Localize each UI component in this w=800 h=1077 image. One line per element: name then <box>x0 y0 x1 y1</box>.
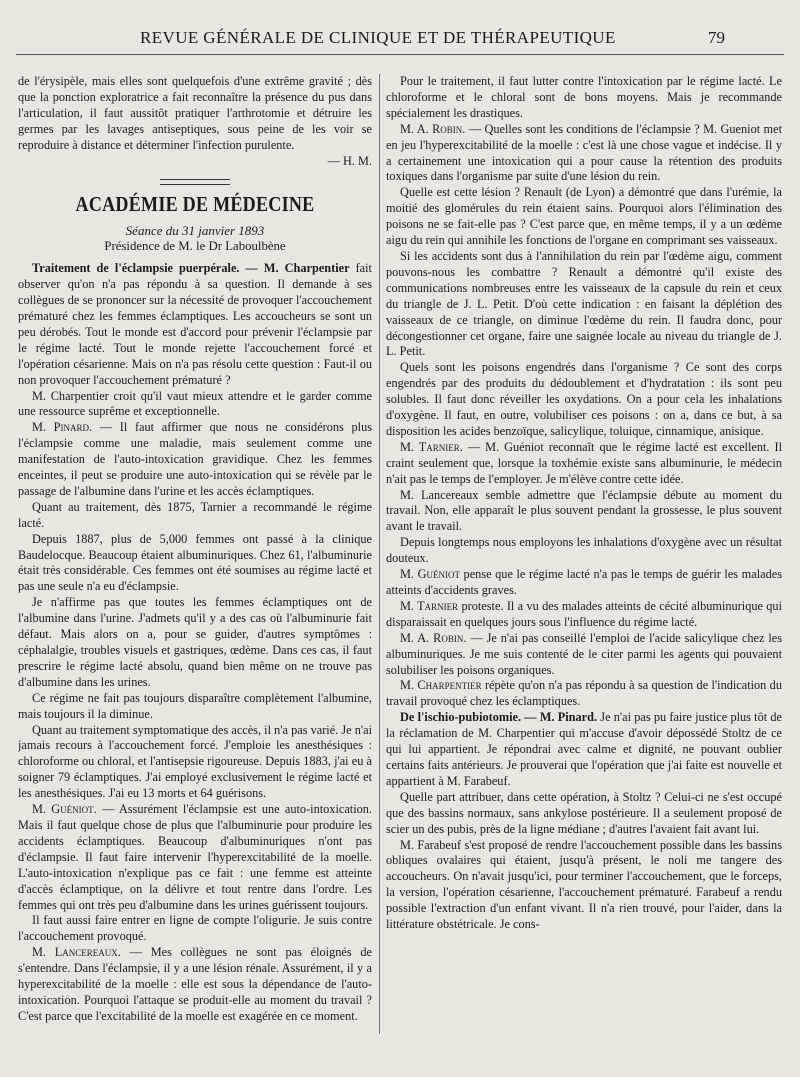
paragraph <box>386 122 782 186</box>
paragraph <box>386 535 782 567</box>
paragraph-text: Quelle est cette lésion ? Renault (de Lyon) a démontré que dans l'urémie, la moitié des glomérules du rein étaient sains. Pourquoi alors l'élimination des poisons ne se fait-elle pas ? C'est parce que, en même temps, il y a un œdème aigu du rein qui annihile les fonctions de l'organe en comprimant ses vaisseaux. <box>386 185 782 248</box>
paragraph-text: Quelle part attribuer, dans cette opération, à Stoltz ? Celui-ci ne s'est occupé que des bassins normaux, sans ankylose postérieure. Il a seulement proposé de scier un des pubis, près de la ligne médiane ; d'autres l'avaient fait avant lui. <box>386 789 782 836</box>
paragraph <box>18 261 372 388</box>
paragraph-text: — Mes collègues ne sont pas éloignés de s'entendre. Dans l'éclampsie, il y a une lésion rénale. Assurément, il y a hyperexcitabilité de la moelle : elle est sous la dépendance de l'auto-intoxication. Pourquoi l'attaque se produit-elle au moment du travail ? C'est parce que l'excitabilité de la moelle est exagérée en ce moment. <box>18 945 372 1023</box>
session-date: Séance du 31 janvier 1893 <box>125 223 265 239</box>
paragraph <box>386 185 782 249</box>
paragraph <box>386 74 782 122</box>
paragraph <box>18 500 372 532</box>
speaker-lead: M. A. Robin. <box>400 121 466 136</box>
paragraph <box>386 790 782 838</box>
paragraph <box>386 360 782 440</box>
paragraph <box>386 488 782 536</box>
paragraph-text: — Quelles sont les conditions de l'éclampsie ? M. Gueniot met en jeu l'hyperexcitabilité de la moelle : c'est là une chose vague et indécise. Il y a certainement une intoxication qui a pour cause la rétention des produits toxiques dans l'organisme par suite d'une lésion du rein. <box>386 121 782 184</box>
paragraph-text: Depuis 1887, plus de 5,000 femmes ont passé à la clinique Baudelocque. Beaucoup étaient albuminuriques. Chez 61, l'albuminurie était très considérable. Ces femmes ont été soumises au régime lacté et pas une seule n'a eu d'éclampsie. <box>18 531 372 594</box>
paragraph <box>18 595 372 690</box>
journal-title: REVUE GÉNÉRALE DE CLINIQUE ET DE THÉRAPEUTIQUE <box>140 28 616 47</box>
header-rule <box>16 54 784 55</box>
paragraph-text: — Je n'ai pas conseillé l'emploi de l'acide salicylique chez les albuminuriques. Je me suis contenté de le citer parmi les agents qui pouvaient solubiliser les poisons organiques. <box>386 630 782 677</box>
column-divider <box>379 74 380 1034</box>
paragraph <box>18 420 372 500</box>
author-signature: — H. M. <box>327 153 372 168</box>
paragraph <box>386 249 782 360</box>
paragraph <box>386 678 782 710</box>
speaker-lead: De l'ischio-pubiotomie. — M. Pinard. <box>400 710 598 725</box>
paragraph-text: Ce régime ne fait pas toujours disparaître complètement l'albumine, mais toujours il la diminue. <box>18 690 372 721</box>
paragraph <box>386 599 782 631</box>
paragraph <box>18 691 372 723</box>
speaker-lead: M. Guéniot. <box>32 802 97 817</box>
paragraph <box>386 710 782 790</box>
presidence-line: Présidence de M. le Dr Laboulbène <box>104 239 286 254</box>
paragraph <box>18 913 372 945</box>
section-title: ACADÉMIE DE MÉDECINE <box>75 192 315 217</box>
speaker-lead: M. Tarnier <box>400 598 459 613</box>
paragraph-text: Depuis longtemps nous employons les inhalations d'oxygène avec un résultat douteux. <box>386 535 782 566</box>
paragraph-text: — Il faut affirmer que nous ne considérons plus l'éclampsie comme une maladie, mais seulement comme une manifestation de l'auto-intoxication gravidique. Chez les femmes enceintes, il peut se produire une auto-intoxication qui se révèle par le passage de l'albumine dans l'urine et les accès éclamptiques. <box>18 420 372 498</box>
paragraph-text: M. Lancereaux semble admettre que l'éclampsie débute au moment du travail. Non, elle apparaît le plus souvent pendant la grossesse, le plus souvent avant le travail. <box>386 487 782 534</box>
paragraph-text: Quant au traitement symptomatique des accès, il n'a pas varié. Je n'ai jamais recours à l'accouchement forcé. J'emploie les anesthésiques : chloroforme ou chloral, et l'antisepsie rigoureuse. Depuis 1883, j'ai eu à soigner 79 éclamptiques. J'ai employé exclusivement le régime lacté et les anesthésiques. J'ai eu 13 morts et 64 guérisons. <box>18 722 372 801</box>
paragraph <box>18 945 372 1025</box>
paragraph-text: Pour le traitement, il faut lutter contre l'intoxication par le régime lacté. Le chloroforme et le chloral sont de bons moyens. Mais je recommande spécialement les drastiques. <box>386 74 782 120</box>
paragraph-text: pense que le régime lacté n'a pas le temps de guérir les malades atteints d'accidents graves. <box>386 567 782 597</box>
paragraph <box>386 631 782 679</box>
paragraph-text: proteste. Il a vu des malades atteints de cécité albuminurique qui disparaissait en quelques jours sous l'influence du régime lacté. <box>386 598 782 629</box>
paragraph <box>18 532 372 596</box>
paragraph-text: fait observer qu'on n'a pas répondu à sa question. Il demande à ses collègues de se prononcer sur la nécessité de provoquer l'accouchement prématuré chez les femmes éclamptiques. Les accoucheurs se sont un peu dérobés. Tout le monde est d'accord pour prévenir l'éclampsie par le régime lacté. Tout le monde rejette l'accouchement forcé et l'opération césarienne. Mais on n'a pas résolu cette question : Faut-il ou non provoquer l'accouchement prématuré ? <box>18 261 372 387</box>
paragraph-text: Si les accidents sont dus à l'annihilation du rein par l'œdème aigu, comment pouvons-nous les combattre ? Renault a démontré qu'il existe des communications nombreuses entre les vaisseaux de la capsule du rein et ceux du triangle de J. L. Petit. D'où cette indication : en faisant la déplétion des vaisseaux de ce triangle, on diminue l'œdème du rein. Il faudra donc, pour décongestionner cet organe, faire une saignée locale au niveau du triangle de J. L. Petit. <box>386 248 782 359</box>
paragraph <box>18 723 372 803</box>
speaker-lead: M. A. Robin. <box>400 630 467 645</box>
speaker-lead: M. Tarnier. <box>400 439 463 454</box>
paragraph-text: M. Farabeuf s'est proposé de rendre l'accouchement possible dans les bassins obliques ovalaires qui étaient, jusqu'à présent, le noli me tangere des accoucheurs. On n'avait jusqu'ici, pour terminer l'accouchement, que le forceps, la version, l'opération césarienne, l'accouchement prématuré. Farabeuf a rendu possible l'extraction d'un enfant vivant. Il n'a rien trouvé, pour l'aider, dans la littérature obstétricale. Je cons- <box>386 837 782 932</box>
speaker-lead: M. Guéniot <box>400 567 460 582</box>
speaker-lead: M. Lancereaux. <box>32 945 121 960</box>
speaker-lead: M. Pinard. <box>32 420 93 435</box>
left-paragraphs <box>18 261 372 1025</box>
paragraph-text: Je n'ai pas pu faire justice plus tôt de la réclamation de M. Charpentier qui m'accuse d'avoir dépossédé Stoltz de ce qui lui appartient. Je répondrai avec calme et dignité, ne pouvant oublier certains faits antérieurs. Je prouverai que l'opération que j'ai faite est nouvelle et appartient à M. Farabeuf. <box>386 710 782 788</box>
paragraph <box>18 802 372 913</box>
paragraph-text: Quant au traitement, dès 1875, Tarnier a recommandé le régime lacté. <box>18 499 372 530</box>
opening-paragraph: de l'érysipèle, mais elles sont quelquefois d'une extrême gravité ; dès que la ponction exploratrice a fait reconnaître la présence du pus dans l'articulation, il faut aussitôt pratiquer l'arthrotomie et détruire les germes par les lavages antiseptiques, sous peine de les voir se reproduire à distance et déterminer l'infection purulente. <box>18 74 372 152</box>
speaker-lead: M. Charpentier <box>400 678 482 693</box>
paragraph-text: M. Charpentier croit qu'il vaut mieux attendre et le garder comme une ressource suprême et exceptionnelle. <box>18 388 372 419</box>
paragraph <box>386 838 782 933</box>
paragraph-text: — M. Guéniot reconnaît que le régime lacté est excellent. Il craint seulement que, lorsque la toxhémie existe sans albuminurie, le médecin n'ait pas le temps de l'employer. Je m'élève contre cette idée. <box>386 439 782 486</box>
paragraph-text: répète qu'on n'a pas répondu à sa question de l'indication du travail provoqué chez les éclamptiques. <box>386 678 782 709</box>
speaker-lead: Traitement de l'éclampsie puerpérale. — M. Charpentier <box>32 261 350 276</box>
paragraph <box>386 440 782 488</box>
right-column <box>386 74 782 1064</box>
paragraph-text: — Assurément l'éclampsie est une auto-intoxication. Mais il faut quelque chose de plus que l'albuminurie pour produire les accidents éclamptiques. Beaucoup d'albuminuriques n'ont pas d'éclampsie. Il faut faire intervenir l'hyperexcitabilité de la moelle. L'auto-intoxication n'explique pas ce fait : une femme est atteinte d'accès éclamptique, on la délivre et tout rentre dans l'ordre. Les femmes qui ont très peu d'albumine dans les urines guérissent toujours. <box>18 802 372 912</box>
paragraph <box>18 389 372 421</box>
left-column <box>18 74 372 1064</box>
page-number: 79 <box>708 28 725 47</box>
paragraph <box>386 567 782 599</box>
section-separator <box>160 179 230 185</box>
running-head <box>0 28 800 54</box>
paragraph-text: Quels sont les poisons engendrés dans l'organisme ? Ce sont des corps engendrés par des produits du dédoublement et d'hydratation : ils sont peu solubles. Il faut donc réveiller les oxydations. On a pour cela les inhalations d'oxygène. Il faut, en outre, volubiliser ces poisons : on a, dans ce but, à sa disposition les acides benzoïque, salicylique, toluique, cinnamique, anisique. <box>386 360 782 438</box>
right-paragraphs <box>386 74 782 933</box>
paragraph-text: Il faut aussi faire entrer en ligne de compte l'oligurie. Je suis contre l'accouchement provoqué. <box>18 913 372 944</box>
paragraph-text: Je n'affirme pas que toutes les femmes éclamptiques ont de l'albumine dans l'urine. J'admets qu'il y a des cas où l'albuminurie fait défaut. Mais alors on a, pour se guider, d'autres symptômes : céphalalgie, troubles visuels et gastriques, œdème. Dans ces cas, il faut prescrire le régime lacté absolu, quand bien même on ne trouve pas d'albumine dans les urines. <box>18 595 372 689</box>
